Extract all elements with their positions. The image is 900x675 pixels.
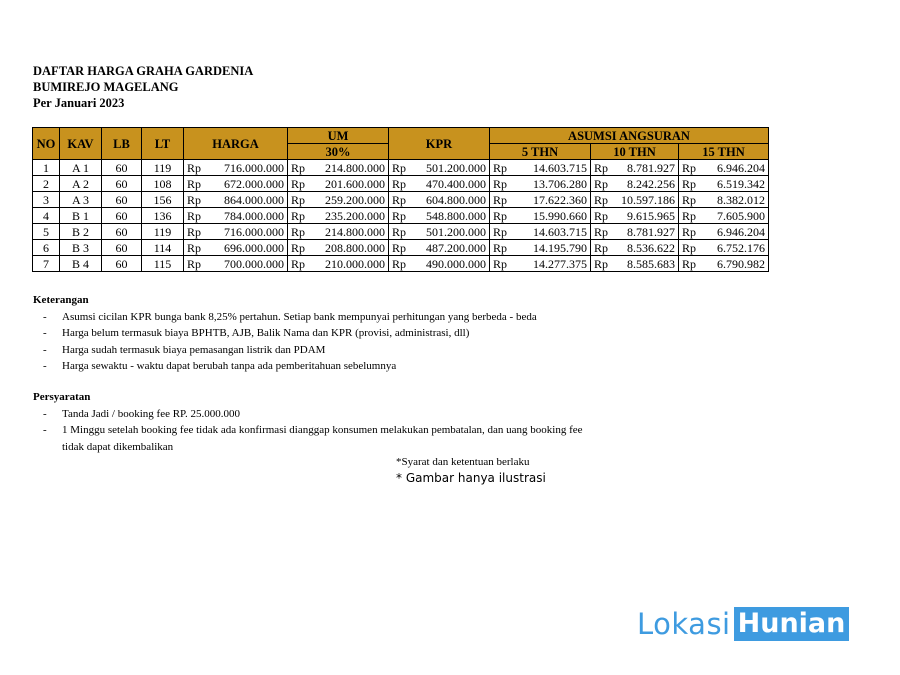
currency-label: Rp bbox=[187, 256, 202, 271]
cell-kpr bbox=[389, 208, 490, 224]
keterangan-item: - Harga belum termasuk biaya BPHTB, AJB, Balik Nama dan KPR (provisi, administrasi, dll) bbox=[33, 325, 537, 342]
cell-angsuran-10 bbox=[591, 192, 679, 208]
currency-label: Rp bbox=[682, 240, 697, 255]
cell-lt: 114 bbox=[142, 240, 184, 256]
cell-angsuran-15 bbox=[679, 224, 769, 240]
cell-no: 4 bbox=[33, 208, 60, 224]
amount-value: 700.000.000 bbox=[224, 256, 284, 271]
amount-value: 6.752.176 bbox=[717, 240, 765, 255]
document-heading bbox=[33, 63, 253, 111]
cell-no: 7 bbox=[33, 256, 60, 272]
amount-value: 15.990.660 bbox=[533, 208, 587, 223]
persyaratan-item: - 1 Minggu setelah booking fee tidak ada konfirmasi dianggap konsumen melakukan pembatalan, dan uang booking fee bbox=[33, 422, 583, 439]
cell-lt: 108 bbox=[142, 176, 184, 192]
header-15-thn: 15 THN bbox=[679, 144, 769, 160]
terms-note: *Syarat dan ketentuan berlaku bbox=[396, 456, 530, 468]
cell-lb: 60 bbox=[102, 208, 142, 224]
amount-value: 210.000.000 bbox=[325, 256, 385, 271]
cell-um bbox=[288, 160, 389, 176]
amount-value: 14.195.790 bbox=[533, 240, 587, 255]
cell-harga bbox=[184, 160, 288, 176]
currency-label: Rp bbox=[392, 224, 407, 239]
currency-label: Rp bbox=[291, 256, 306, 271]
cell-angsuran-5 bbox=[490, 240, 591, 256]
amount-value: 208.800.000 bbox=[325, 240, 385, 255]
currency-label: Rp bbox=[392, 256, 407, 271]
currency-label: Rp bbox=[291, 224, 306, 239]
cell-harga bbox=[184, 208, 288, 224]
cell-lt: 119 bbox=[142, 160, 184, 176]
cell-no: 1 bbox=[33, 160, 60, 176]
cell-kpr bbox=[389, 240, 490, 256]
currency-label: Rp bbox=[291, 240, 306, 255]
amount-value: 9.615.965 bbox=[627, 208, 675, 223]
cell-no: 5 bbox=[33, 224, 60, 240]
header-kav: KAV bbox=[60, 128, 102, 160]
amount-value: 716.000.000 bbox=[224, 160, 284, 175]
currency-label: Rp bbox=[493, 176, 508, 191]
amount-value: 8.585.683 bbox=[627, 256, 675, 271]
cell-angsuran-15 bbox=[679, 208, 769, 224]
amount-value: 490.000.000 bbox=[426, 256, 486, 271]
cell-no: 3 bbox=[33, 192, 60, 208]
amount-value: 8.242.256 bbox=[627, 176, 675, 191]
currency-label: Rp bbox=[187, 192, 202, 207]
cell-lb: 60 bbox=[102, 176, 142, 192]
cell-angsuran-15 bbox=[679, 240, 769, 256]
currency-label: Rp bbox=[493, 192, 508, 207]
currency-label: Rp bbox=[291, 160, 306, 175]
amount-value: 8.781.927 bbox=[627, 224, 675, 239]
currency-label: Rp bbox=[493, 224, 508, 239]
currency-label: Rp bbox=[493, 160, 508, 175]
amount-value: 8.382.012 bbox=[717, 192, 765, 207]
cell-kpr bbox=[389, 160, 490, 176]
keterangan-title: Keterangan bbox=[33, 294, 89, 306]
lokasihunian-logo bbox=[637, 606, 849, 642]
currency-label: Rp bbox=[594, 208, 609, 223]
cell-no: 6 bbox=[33, 240, 60, 256]
header-lb: LB bbox=[102, 128, 142, 160]
header-um-percent: 30% bbox=[288, 144, 389, 160]
cell-harga bbox=[184, 256, 288, 272]
keterangan-item: - Asumsi cicilan KPR bunga bank 8,25% pertahun. Setiap bank mempunyai perhitungan yang berbeda - beda bbox=[33, 309, 537, 326]
cell-angsuran-5 bbox=[490, 176, 591, 192]
cell-angsuran-15 bbox=[679, 192, 769, 208]
currency-label: Rp bbox=[682, 208, 697, 223]
logo-text-hunian: Hunian bbox=[734, 607, 850, 641]
currency-label: Rp bbox=[291, 208, 306, 223]
currency-label: Rp bbox=[187, 208, 202, 223]
cell-lb: 60 bbox=[102, 256, 142, 272]
currency-label: Rp bbox=[187, 224, 202, 239]
amount-value: 716.000.000 bbox=[224, 224, 284, 239]
cell-kav: B 1 bbox=[60, 208, 102, 224]
currency-label: Rp bbox=[682, 192, 697, 207]
amount-value: 696.000.000 bbox=[224, 240, 284, 255]
cell-lb: 60 bbox=[102, 192, 142, 208]
currency-label: Rp bbox=[392, 208, 407, 223]
cell-harga bbox=[184, 192, 288, 208]
price-table bbox=[32, 127, 769, 272]
cell-um bbox=[288, 176, 389, 192]
currency-label: Rp bbox=[682, 176, 697, 191]
header-10-thn: 10 THN bbox=[591, 144, 679, 160]
cell-angsuran-5 bbox=[490, 256, 591, 272]
price-table-body bbox=[33, 160, 769, 272]
cell-angsuran-10 bbox=[591, 176, 679, 192]
cell-angsuran-5 bbox=[490, 208, 591, 224]
cell-angsuran-5 bbox=[490, 192, 591, 208]
persyaratan-list bbox=[33, 406, 583, 439]
currency-label: Rp bbox=[392, 192, 407, 207]
cell-angsuran-15 bbox=[679, 256, 769, 272]
table-row bbox=[33, 240, 769, 256]
cell-um bbox=[288, 240, 389, 256]
illustration-note: * Gambar hanya ilustrasi bbox=[396, 471, 546, 485]
currency-label: Rp bbox=[187, 176, 202, 191]
amount-value: 201.600.000 bbox=[325, 176, 385, 191]
amount-value: 235.200.000 bbox=[325, 208, 385, 223]
table-row bbox=[33, 192, 769, 208]
cell-angsuran-10 bbox=[591, 208, 679, 224]
amount-value: 7.605.900 bbox=[717, 208, 765, 223]
cell-lb: 60 bbox=[102, 224, 142, 240]
cell-angsuran-10 bbox=[591, 256, 679, 272]
header-lt: LT bbox=[142, 128, 184, 160]
header-no: NO bbox=[33, 128, 60, 160]
currency-label: Rp bbox=[493, 240, 508, 255]
currency-label: Rp bbox=[594, 160, 609, 175]
table-row bbox=[33, 256, 769, 272]
cell-angsuran-10 bbox=[591, 240, 679, 256]
cell-lt: 119 bbox=[142, 224, 184, 240]
cell-angsuran-10 bbox=[591, 160, 679, 176]
cell-kpr bbox=[389, 192, 490, 208]
header-um: UM bbox=[288, 128, 389, 144]
amount-value: 214.800.000 bbox=[325, 160, 385, 175]
cell-lt: 156 bbox=[142, 192, 184, 208]
cell-harga bbox=[184, 224, 288, 240]
cell-harga bbox=[184, 240, 288, 256]
logo-text-lokasi: Lokasi bbox=[637, 607, 731, 641]
cell-um bbox=[288, 192, 389, 208]
cell-um bbox=[288, 208, 389, 224]
amount-value: 6.790.982 bbox=[717, 256, 765, 271]
header-harga: HARGA bbox=[184, 128, 288, 160]
currency-label: Rp bbox=[392, 176, 407, 191]
persyaratan-item-continued: tidak dapat dikembalikan bbox=[62, 440, 174, 453]
amount-value: 214.800.000 bbox=[325, 224, 385, 239]
cell-angsuran-10 bbox=[591, 224, 679, 240]
keterangan-list bbox=[33, 309, 537, 375]
cell-kpr bbox=[389, 256, 490, 272]
amount-value: 6.946.204 bbox=[717, 224, 765, 239]
amount-value: 6.946.204 bbox=[717, 160, 765, 175]
cell-lb: 60 bbox=[102, 160, 142, 176]
currency-label: Rp bbox=[682, 224, 697, 239]
amount-value: 14.603.715 bbox=[533, 224, 587, 239]
table-row bbox=[33, 160, 769, 176]
amount-value: 14.603.715 bbox=[533, 160, 587, 175]
currency-label: Rp bbox=[493, 208, 508, 223]
cell-um bbox=[288, 256, 389, 272]
cell-kav: B 2 bbox=[60, 224, 102, 240]
persyaratan-section bbox=[33, 389, 583, 455]
amount-value: 501.200.000 bbox=[426, 160, 486, 175]
amount-value: 487.200.000 bbox=[426, 240, 486, 255]
heading-title: DAFTAR HARGA GRAHA GARDENIA bbox=[33, 64, 254, 78]
heading-date: Per Januari 2023 bbox=[33, 96, 125, 110]
amount-value: 548.800.000 bbox=[426, 208, 486, 223]
cell-kav: A 3 bbox=[60, 192, 102, 208]
amount-value: 8.536.622 bbox=[627, 240, 675, 255]
cell-lb: 60 bbox=[102, 240, 142, 256]
amount-value: 864.000.000 bbox=[224, 192, 284, 207]
persyaratan-item: - Tanda Jadi / booking fee RP. 25.000.000 bbox=[33, 406, 583, 423]
cell-lt: 115 bbox=[142, 256, 184, 272]
cell-no: 2 bbox=[33, 176, 60, 192]
persyaratan-title: Persyaratan bbox=[33, 391, 91, 403]
amount-value: 470.400.000 bbox=[426, 176, 486, 191]
heading-location: BUMIREJO MAGELANG bbox=[33, 80, 179, 94]
cell-kav: A 1 bbox=[60, 160, 102, 176]
amount-value: 501.200.000 bbox=[426, 224, 486, 239]
currency-label: Rp bbox=[187, 240, 202, 255]
currency-label: Rp bbox=[594, 256, 609, 271]
currency-label: Rp bbox=[594, 224, 609, 239]
header-asumsi-angsuran: ASUMSI ANGSURAN bbox=[490, 128, 769, 144]
cell-kav: A 2 bbox=[60, 176, 102, 192]
cell-lt: 136 bbox=[142, 208, 184, 224]
currency-label: Rp bbox=[594, 176, 609, 191]
cell-kav: B 4 bbox=[60, 256, 102, 272]
keterangan-item: - Harga sudah termasuk biaya pemasangan listrik dan PDAM bbox=[33, 342, 537, 359]
amount-value: 17.622.360 bbox=[533, 192, 587, 207]
amount-value: 6.519.342 bbox=[717, 176, 765, 191]
amount-value: 8.781.927 bbox=[627, 160, 675, 175]
amount-value: 604.800.000 bbox=[426, 192, 486, 207]
cell-angsuran-15 bbox=[679, 176, 769, 192]
cell-kav: B 3 bbox=[60, 240, 102, 256]
cell-angsuran-5 bbox=[490, 160, 591, 176]
currency-label: Rp bbox=[594, 240, 609, 255]
header-kpr: KPR bbox=[389, 128, 490, 160]
keterangan-section bbox=[33, 292, 537, 375]
currency-label: Rp bbox=[392, 160, 407, 175]
currency-label: Rp bbox=[187, 160, 202, 175]
amount-value: 259.200.000 bbox=[325, 192, 385, 207]
cell-angsuran-15 bbox=[679, 160, 769, 176]
cell-angsuran-5 bbox=[490, 224, 591, 240]
amount-value: 784.000.000 bbox=[224, 208, 284, 223]
currency-label: Rp bbox=[682, 256, 697, 271]
amount-value: 13.706.280 bbox=[533, 176, 587, 191]
currency-label: Rp bbox=[392, 240, 407, 255]
cell-um bbox=[288, 224, 389, 240]
currency-label: Rp bbox=[682, 160, 697, 175]
keterangan-item: - Harga sewaktu - waktu dapat berubah tanpa ada pemberitahuan sebelumnya bbox=[33, 358, 537, 375]
cell-kpr bbox=[389, 224, 490, 240]
cell-harga bbox=[184, 176, 288, 192]
table-row bbox=[33, 208, 769, 224]
currency-label: Rp bbox=[291, 176, 306, 191]
currency-label: Rp bbox=[291, 192, 306, 207]
amount-value: 10.597.186 bbox=[621, 192, 675, 207]
amount-value: 672.000.000 bbox=[224, 176, 284, 191]
cell-kpr bbox=[389, 176, 490, 192]
table-row bbox=[33, 224, 769, 240]
currency-label: Rp bbox=[594, 192, 609, 207]
header-5-thn: 5 THN bbox=[490, 144, 591, 160]
amount-value: 14.277.375 bbox=[533, 256, 587, 271]
table-row bbox=[33, 176, 769, 192]
currency-label: Rp bbox=[493, 256, 508, 271]
